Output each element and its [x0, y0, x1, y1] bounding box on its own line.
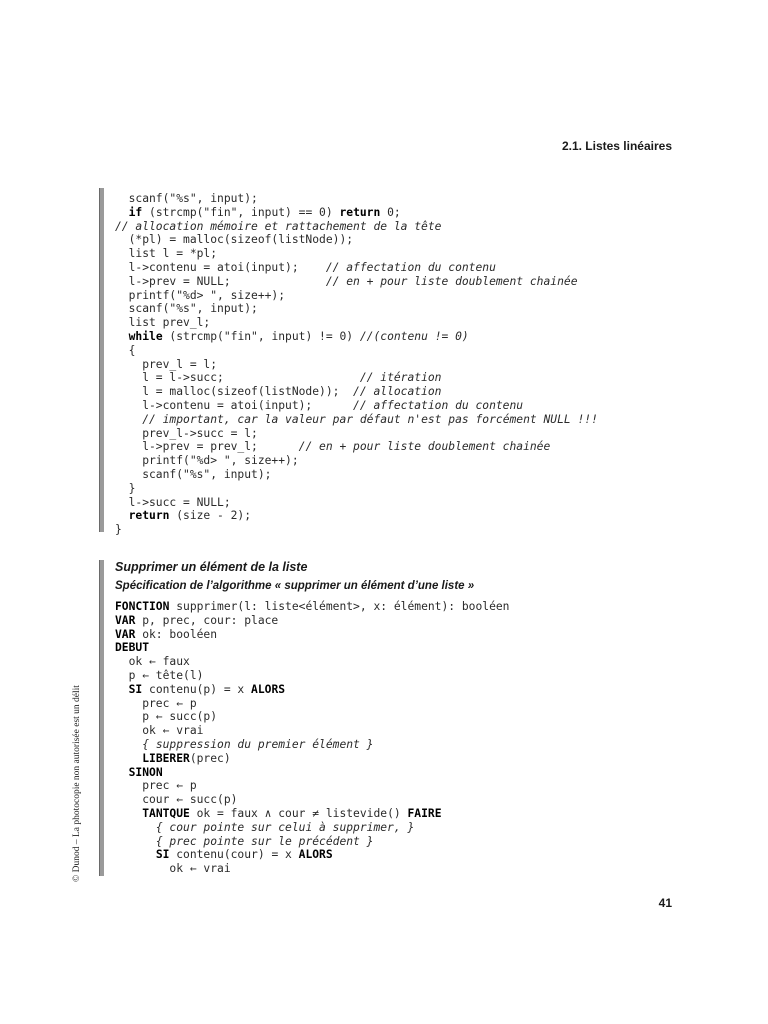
code-line	[115, 655, 510, 669]
code-line	[115, 316, 598, 330]
code-text	[115, 835, 156, 848]
code-text: {	[115, 343, 136, 357]
code-line	[115, 385, 598, 399]
running-header: 2.1. Listes linéaires	[561, 139, 672, 153]
code-keyword: DEBUT	[115, 641, 150, 655]
code-text: scanf("%s", input);	[115, 302, 258, 316]
code-keyword: VAR	[115, 627, 136, 641]
code-keyword: if	[128, 205, 143, 219]
code-comment: { suppression du premier élément }	[142, 737, 374, 751]
code-line	[115, 600, 510, 614]
code-line	[115, 247, 598, 261]
code-line	[115, 440, 598, 454]
code-text: supprimer(l: liste<élément>, x: élément): booléen	[169, 600, 510, 613]
code-comment: // affectation du contenu	[325, 260, 496, 274]
code-block-1-margin-bar	[99, 188, 104, 532]
code-line	[115, 413, 598, 427]
code-keyword: LIBERER	[142, 751, 190, 765]
code-text: (strcmp("fin", input) == 0)	[142, 205, 340, 219]
code-text	[115, 413, 142, 426]
code-line	[115, 496, 598, 510]
code-comment: // en + pour liste doublement chainée	[325, 274, 578, 288]
code-keyword: return	[128, 509, 170, 523]
algorithm-specification-title: Spécification de l’algorithme « supprimer un élément d’une liste »	[115, 580, 475, 592]
code-text: printf("%d> ", size++);	[115, 288, 286, 302]
code-text: prec ← p	[115, 779, 197, 793]
code-text: (size - 2);	[169, 509, 252, 523]
code-text	[115, 807, 142, 820]
code-text: l->prev = NULL;	[115, 274, 326, 288]
code-keyword: SINON	[128, 765, 163, 779]
code-line	[115, 710, 510, 724]
code-keyword: TANTQUE	[142, 806, 190, 820]
algorithm-block-margin-bar	[99, 560, 104, 876]
code-keyword: FAIRE	[407, 806, 442, 820]
code-text	[115, 683, 129, 696]
code-line	[115, 482, 598, 496]
section-title: Supprimer un élément de la liste	[115, 560, 308, 574]
code-text: l->succ = NULL;	[115, 495, 231, 509]
code-comment: { prec pointe sur le précédent }	[155, 834, 374, 848]
code-line	[115, 862, 510, 876]
code-text	[115, 206, 129, 219]
code-line	[115, 206, 598, 220]
code-line	[115, 724, 510, 738]
code-text	[115, 509, 129, 522]
code-keyword: ALORS	[251, 682, 286, 696]
code-line	[115, 628, 510, 642]
code-line	[115, 192, 598, 206]
code-line	[115, 669, 510, 683]
code-line	[115, 468, 598, 482]
code-line	[115, 697, 510, 711]
code-line	[115, 614, 510, 628]
code-line	[115, 344, 598, 358]
code-text: prev_l->succ = l;	[115, 426, 258, 440]
code-text: l->contenu = atoi(input);	[115, 398, 354, 412]
code-text: prev_l = l;	[115, 357, 218, 371]
code-text: prec ← p	[115, 696, 197, 710]
code-text	[115, 821, 156, 834]
algorithm-block	[115, 600, 510, 876]
code-line	[115, 330, 598, 344]
copyright-side-note	[72, 685, 84, 882]
code-comment: // allocation mémoire et rattachement de la tête	[115, 219, 442, 233]
code-line	[115, 641, 510, 655]
code-text: p ← tête(l)	[115, 668, 204, 682]
code-keyword: SI	[128, 682, 143, 696]
code-text	[115, 738, 142, 751]
code-text: }	[115, 523, 122, 537]
code-comment: { cour pointe sur celui à supprimer, }	[155, 820, 415, 834]
code-line	[115, 261, 598, 275]
code-text: ok ← faux	[115, 655, 190, 669]
code-keyword: ALORS	[298, 848, 333, 862]
code-line	[115, 302, 598, 316]
code-keyword: while	[128, 329, 163, 343]
code-comment: // affectation du contenu	[353, 398, 524, 412]
code-text: contenu(p) = x	[142, 682, 252, 696]
code-text: (*pl) = malloc(sizeof(listNode));	[115, 233, 354, 247]
code-text: p, prec, cour: place	[135, 613, 279, 627]
code-text: (prec)	[189, 751, 231, 765]
code-text: contenu(cour) = x	[169, 848, 299, 862]
code-keyword: VAR	[115, 613, 136, 627]
code-text	[115, 848, 156, 861]
code-keyword: FONCTION	[115, 600, 170, 613]
code-text: (strcmp("fin", input) != 0)	[162, 329, 360, 343]
code-line	[115, 358, 598, 372]
code-text: printf("%d> ", size++);	[115, 454, 299, 468]
code-comment: // en + pour liste doublement chainée	[298, 440, 551, 454]
code-line	[115, 738, 510, 752]
code-text: l->contenu = atoi(input);	[115, 260, 326, 274]
code-text: 0;	[380, 205, 401, 219]
code-line	[115, 821, 510, 835]
code-comment: // allocation	[353, 385, 442, 399]
code-line	[115, 289, 598, 303]
code-block-1	[115, 192, 598, 537]
code-comment: // important, car la valeur par défaut n'est pas forcément NULL !!!	[142, 412, 598, 426]
code-line	[115, 427, 598, 441]
code-line	[115, 399, 598, 413]
code-line	[115, 509, 598, 523]
code-text: l->prev = prev_l;	[115, 440, 299, 454]
code-text: }	[115, 481, 136, 495]
code-line	[115, 275, 598, 289]
code-line	[115, 793, 510, 807]
code-text: ok ← vrai	[115, 862, 231, 876]
code-text: ok = faux ∧ cour ≠ listevide()	[189, 806, 408, 820]
code-line	[115, 454, 598, 468]
code-comment: // itération	[359, 371, 442, 385]
code-line	[115, 233, 598, 247]
code-comment: //(contenu != 0)	[359, 329, 469, 343]
copyright-text: © Dunod – La photocopie non autorisée est un délit	[72, 685, 82, 882]
code-line	[115, 766, 510, 780]
code-text: l = malloc(sizeof(listNode));	[115, 385, 354, 399]
code-keyword: return	[339, 205, 381, 219]
code-text: list prev_l;	[115, 316, 211, 330]
code-line	[115, 752, 510, 766]
code-text: p ← succ(p)	[115, 710, 218, 724]
code-line	[115, 848, 510, 862]
code-line	[115, 835, 510, 849]
code-keyword: SI	[155, 848, 170, 862]
code-text: l = l->succ;	[115, 371, 360, 385]
code-text	[115, 752, 142, 765]
code-text	[115, 766, 129, 779]
code-text: ok: booléen	[135, 627, 218, 641]
code-text: scanf("%s", input);	[115, 192, 258, 205]
code-text: cour ← succ(p)	[115, 793, 238, 807]
page-number: 41	[658, 896, 672, 910]
code-text	[115, 330, 129, 343]
code-line	[115, 523, 598, 537]
code-text: scanf("%s", input);	[115, 467, 272, 481]
code-line	[115, 807, 510, 821]
code-text: list l = *pl;	[115, 247, 218, 261]
code-text: ok ← vrai	[115, 724, 204, 738]
code-line	[115, 683, 510, 697]
code-line	[115, 779, 510, 793]
code-line	[115, 371, 598, 385]
code-line	[115, 220, 598, 234]
